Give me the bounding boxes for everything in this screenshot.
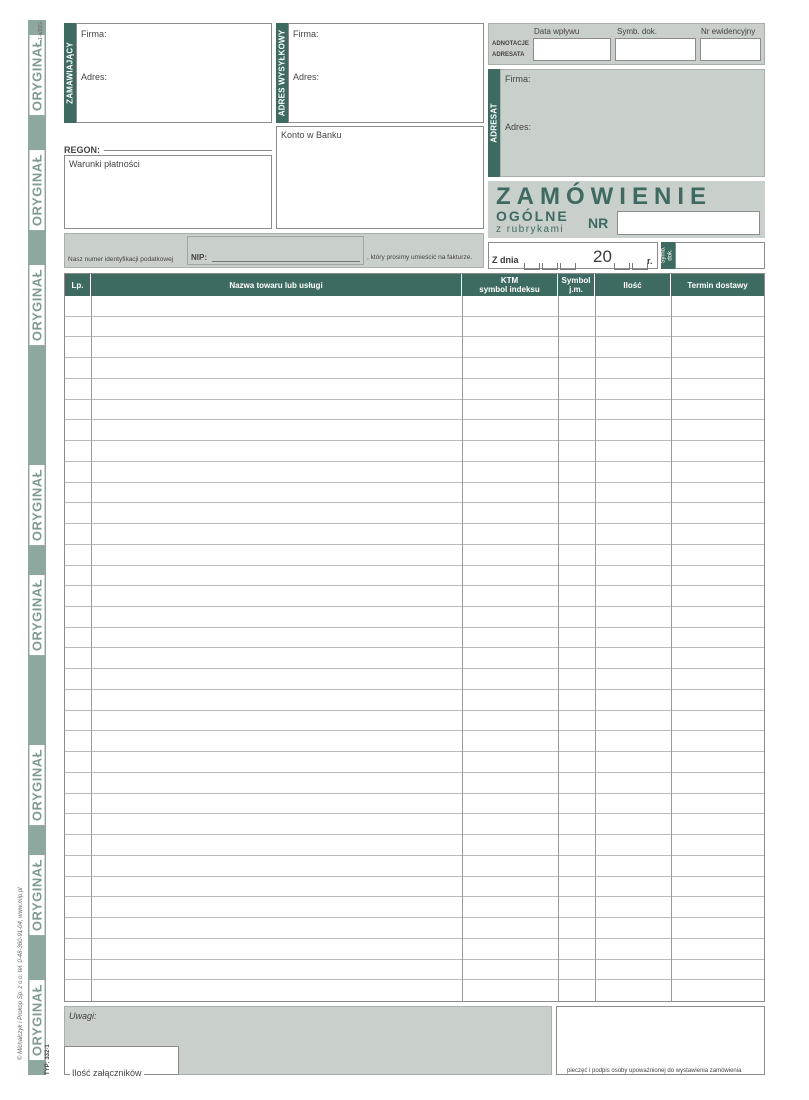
column-divider [558, 296, 559, 1001]
original-watermark: ORYGINAŁ [30, 575, 45, 655]
table-row[interactable] [65, 503, 764, 524]
table-body [65, 296, 764, 1001]
original-watermark: ORYGINAŁ [30, 265, 45, 345]
nr-ewidencyjny-label: Nr ewidencyjny [701, 27, 756, 36]
adresat-box[interactable] [500, 69, 765, 177]
title-sub1: OGÓLNE [496, 208, 569, 224]
adresat-adres-label: Adres: [505, 122, 532, 132]
date-suffix: r. [647, 256, 653, 266]
wysylkowy-tab: ADRES WYSYŁKOWY [276, 23, 288, 123]
signature-caption: pieczęć i podpis osoby upoważnionej do wystawienia zamówienia [567, 1068, 742, 1074]
adnotacje-label-1: ADNOTACJE [492, 41, 529, 47]
date-row[interactable] [488, 242, 658, 269]
wysylkowy-box[interactable] [288, 23, 484, 123]
header-ktm: KTM symbol indeksu [462, 274, 558, 296]
table-row[interactable] [65, 586, 764, 607]
wysylkowy-adres-label: Adres: [293, 72, 320, 82]
header-ilosc: Ilość [595, 274, 671, 296]
header-nazwa: Nazwa towaru lub usługi [91, 274, 462, 296]
side-code: 1-a/20G [38, 21, 44, 40]
symb-dok-value-field[interactable] [675, 242, 765, 269]
table-row[interactable] [65, 877, 764, 898]
table-row[interactable] [65, 960, 764, 981]
symb-dok-field[interactable] [615, 38, 696, 61]
table-row[interactable] [65, 545, 764, 566]
konto-box[interactable] [276, 126, 484, 229]
original-watermark: ORYGINAŁ [30, 855, 45, 935]
table-row[interactable] [65, 483, 764, 504]
zamawiajacy-tab: ZAMAWIAJĄCY [64, 23, 76, 123]
publisher-note: © Michalczyk i Prokop Sp. z o.o. tel. 0-48-360-91-04, www.mip.pl [18, 887, 24, 1060]
table-row[interactable] [65, 814, 764, 835]
date-prefix: Z dnia [492, 255, 519, 265]
adnotacje-label-2: ADRESATA [492, 52, 525, 58]
table-row[interactable] [65, 690, 764, 711]
table-row[interactable] [65, 773, 764, 794]
column-divider [671, 296, 672, 1001]
table-row[interactable] [65, 918, 764, 939]
nip-label: NIP: [191, 253, 207, 262]
table-row[interactable] [65, 980, 764, 1001]
data-wplywu-label: Data wpływu [534, 27, 580, 36]
nip-field[interactable] [187, 236, 364, 265]
table-row[interactable] [65, 296, 764, 317]
signature-box[interactable] [556, 1006, 765, 1075]
table-row[interactable] [65, 649, 764, 670]
adresat-tab: ADRESAT [488, 69, 500, 177]
header-lp: Lp. [65, 274, 91, 296]
table-row[interactable] [65, 400, 764, 421]
column-divider [91, 296, 92, 1001]
column-divider [595, 296, 596, 1001]
uwagi-label: Uwagi: [69, 1011, 97, 1021]
order-number-field[interactable] [617, 211, 760, 235]
original-watermark: ORYGINAŁ [30, 35, 45, 115]
column-divider [462, 296, 463, 1001]
type-code: TYP: 332-1 [45, 1044, 51, 1075]
regon-row[interactable] [64, 140, 272, 155]
warunki-label: Warunki płatności [69, 159, 140, 169]
table-row[interactable] [65, 337, 764, 358]
items-table [64, 273, 765, 1002]
original-watermark: ORYGINAŁ [30, 980, 45, 1060]
zamawiajacy-firma-label: Firma: [81, 29, 107, 39]
table-row[interactable] [65, 794, 764, 815]
table-row[interactable] [65, 462, 764, 483]
table-row[interactable] [65, 358, 764, 379]
table-header [65, 274, 764, 296]
table-row[interactable] [65, 379, 764, 400]
date-year: 20 [593, 247, 612, 266]
table-row[interactable] [65, 731, 764, 752]
title-nr-label: NR [588, 215, 609, 231]
original-watermark: ORYGINAŁ [30, 150, 45, 230]
title-sub2: z rubrykami [496, 224, 565, 235]
symb-dok-label: Symb. dok. [617, 27, 658, 36]
table-row[interactable] [65, 317, 764, 338]
table-row[interactable] [65, 711, 764, 732]
nip-left-label: Nasz numer identyfikacji podatkowej [68, 256, 174, 263]
konto-label: Konto w Banku [281, 130, 342, 140]
table-row[interactable] [65, 566, 764, 587]
table-row[interactable] [65, 669, 764, 690]
table-row[interactable] [65, 897, 764, 918]
table-row[interactable] [65, 441, 764, 462]
zamawiajacy-adres-label: Adres: [81, 72, 108, 82]
nip-line [212, 261, 360, 262]
data-wplywu-field[interactable] [533, 38, 611, 61]
warunki-box[interactable] [64, 155, 272, 229]
table-row[interactable] [65, 607, 764, 628]
header-termin: Termin dostawy [687, 280, 748, 290]
zalaczniki-label: Ilość załączników [72, 1068, 142, 1078]
adresat-firma-label: Firma: [505, 74, 531, 84]
nr-ewidencyjny-field[interactable] [700, 38, 761, 61]
symb-dok-tab: Symb. dok. [661, 242, 675, 269]
table-row[interactable] [65, 856, 764, 877]
regon-line [104, 150, 272, 151]
original-watermark: ORYGINAŁ [30, 745, 45, 825]
table-row[interactable] [65, 835, 764, 856]
table-row[interactable] [65, 524, 764, 545]
table-row[interactable] [65, 628, 764, 649]
wysylkowy-firma-label: Firma: [293, 29, 319, 39]
header-symbol-jm: Symbol j.m. [558, 274, 595, 296]
table-row[interactable] [65, 752, 764, 773]
nip-right-label: , który prosimy umieścić na fakturze. [367, 254, 473, 261]
regon-label: REGON: [64, 145, 100, 155]
zamawiajacy-box[interactable] [76, 23, 272, 123]
table-row[interactable] [65, 939, 764, 960]
table-row[interactable] [65, 420, 764, 441]
title-main: ZAMÓWIENIE [496, 183, 712, 210]
original-watermark: ORYGINAŁ [30, 465, 45, 545]
